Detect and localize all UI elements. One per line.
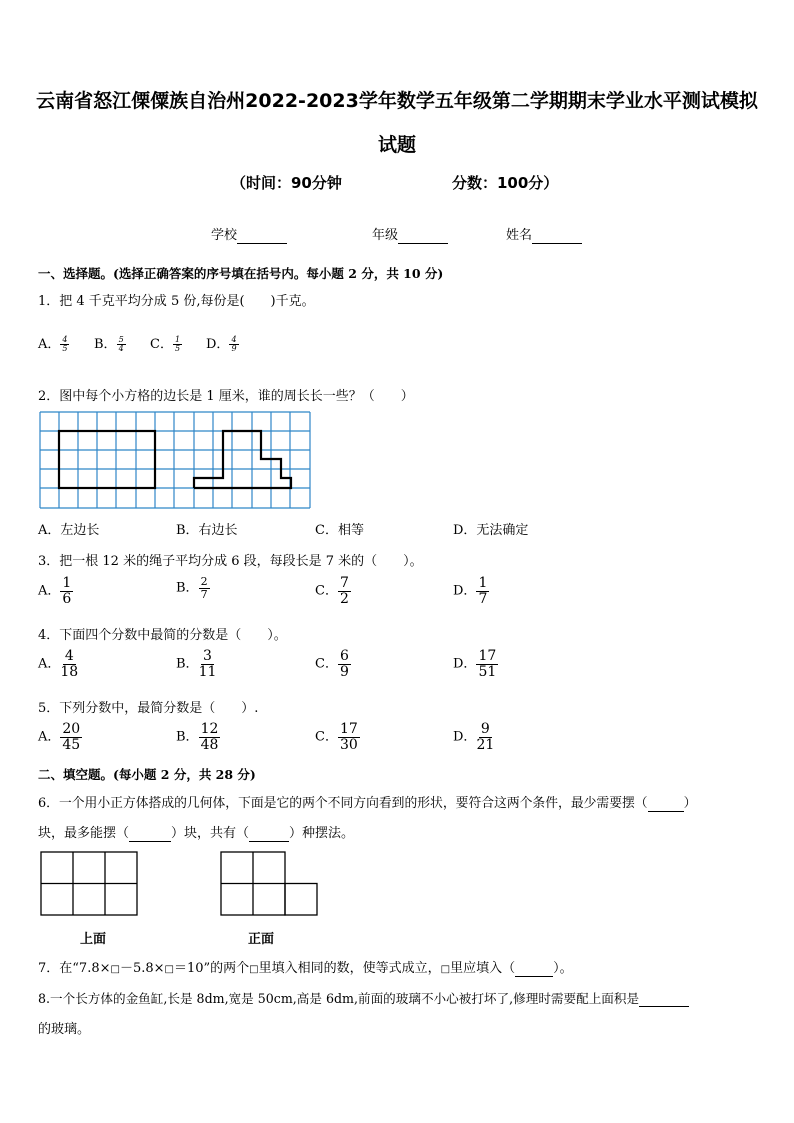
right-shape	[194, 431, 291, 488]
school-label: 学校	[211, 228, 238, 243]
q8-blank[interactable]	[639, 991, 689, 1007]
q1-options	[38, 333, 298, 377]
front-view-label: 正面	[248, 932, 275, 947]
q7-blank[interactable]	[515, 961, 553, 977]
score-info: 分数：100分）	[452, 174, 559, 192]
grade-field[interactable]	[372, 224, 448, 244]
q3-option-a[interactable]: A． $\frac{1}{6}$	[38, 575, 72, 607]
q2-text: 2．图中每个小方格的边长是 1 厘米，谁的周长长一些？（ ）	[38, 389, 414, 404]
q4-options	[38, 649, 758, 693]
school-blank[interactable]	[237, 228, 287, 244]
school-field[interactable]	[211, 224, 287, 244]
q6-blank-min[interactable]	[648, 796, 684, 812]
time-info: （时间：90分钟	[231, 174, 342, 192]
q6-blank-ways[interactable]	[249, 826, 289, 842]
q5-option-c[interactable]: C． $\frac{17}{30}$	[315, 721, 358, 753]
q1-option-a[interactable]: A． $\frac{4}{5}$	[38, 334, 68, 353]
q3-options	[38, 576, 758, 620]
q4-option-d[interactable]: D． $\frac{17}{51}$	[453, 648, 497, 680]
box-icon: □	[164, 964, 174, 975]
name-blank[interactable]	[532, 228, 582, 244]
q3-text: 3．把一根 12 米的绳子平均分成 6 段，每段长是 7 米的（ ）。	[38, 554, 423, 569]
q5-options	[38, 722, 758, 766]
q4-option-b[interactable]: B． $\frac{3}{11}$	[176, 648, 217, 680]
q1-text: 1．把 4 千克平均分成 5 份,每份是( )千克。	[38, 294, 315, 309]
page-title-line2: 试题	[377, 134, 416, 156]
grade-label: 年级	[372, 228, 399, 243]
page-title: 云南省怒江傈僳族自治州2022-2023学年数学五年级第二学期期末学业水平测试模拟	[36, 90, 758, 112]
q5-option-a[interactable]: A． $\frac{20}{45}$	[38, 721, 81, 753]
q6-line2: 块，最多能摆（ ）块，共有（ ）种摆法。	[38, 826, 355, 841]
section1-heading: 一、选择题。(选择正确答案的序号填在括号内。每小题 2 分，共 10 分)	[38, 266, 444, 281]
front-view-figure	[220, 851, 320, 917]
q2-options	[38, 519, 758, 539]
box-icon: □	[440, 964, 451, 975]
section2-heading: 二、填空题。(每小题 2 分，共 28 分)	[38, 767, 256, 782]
left-rectangle	[59, 431, 155, 488]
q2-option-d[interactable]: D．无法确定	[453, 523, 529, 538]
q5-text: 5．下列分数中，最简分数是（ ）.	[38, 701, 259, 716]
grade-blank[interactable]	[398, 228, 448, 244]
q2-option-b[interactable]: B．右边长	[176, 523, 238, 538]
q5-option-d[interactable]: D． $\frac{9}{21}$	[453, 721, 495, 753]
q4-option-a[interactable]: A． $\frac{4}{18}$	[38, 648, 79, 680]
q5-option-b[interactable]: B． $\frac{12}{48}$	[176, 721, 219, 753]
name-field[interactable]	[506, 224, 582, 244]
q1-option-d[interactable]: D． $\frac{4}{9}$	[206, 334, 237, 353]
q4-text: 4．下面四个分数中最简的分数是（ ）。	[38, 628, 287, 643]
q6-blank-max[interactable]	[129, 826, 171, 842]
q8-line2: 的玻璃。	[38, 1022, 91, 1037]
q3-option-d[interactable]: D． $\frac{1}{7}$	[453, 575, 488, 607]
q4-option-c[interactable]: C． $\frac{6}{9}$	[315, 648, 349, 680]
q3-option-b[interactable]: B． $\frac{2}{7}$	[176, 575, 208, 601]
q8-line1: 8.一个长方体的金鱼缸,长是 8dm,宽是 50cm,高是 6dm,前面的玻璃不小心被打坏了,修理时需要配上面积是	[38, 988, 689, 1007]
q2-option-c[interactable]: C．相等	[315, 523, 364, 538]
q1-option-c[interactable]: C． $\frac{1}{5}$	[150, 334, 181, 353]
grid-figure	[39, 411, 311, 509]
box-icon: □	[110, 964, 120, 975]
name-label: 姓名	[506, 228, 533, 243]
q3-option-c[interactable]: C． $\frac{7}{2}$	[315, 575, 349, 607]
top-view-label: 上面	[80, 932, 107, 947]
q6-line1: 6．一个用小正方体搭成的几何体，下面是它的两个不同方向看到的形状，要符合这两个条件，最少需要摆（ ）	[38, 796, 697, 811]
box-icon: □	[249, 964, 259, 975]
q2-option-a[interactable]: A．左边长	[38, 523, 100, 538]
top-view-figure	[40, 851, 140, 917]
q7-text: 7．在“7.8×□－5.8×□＝10”的两个□里填入相同的数，使等式成立，□里应填入（ ）。	[38, 961, 573, 976]
q1-option-b[interactable]: B． $\frac{5}{4}$	[94, 334, 124, 353]
